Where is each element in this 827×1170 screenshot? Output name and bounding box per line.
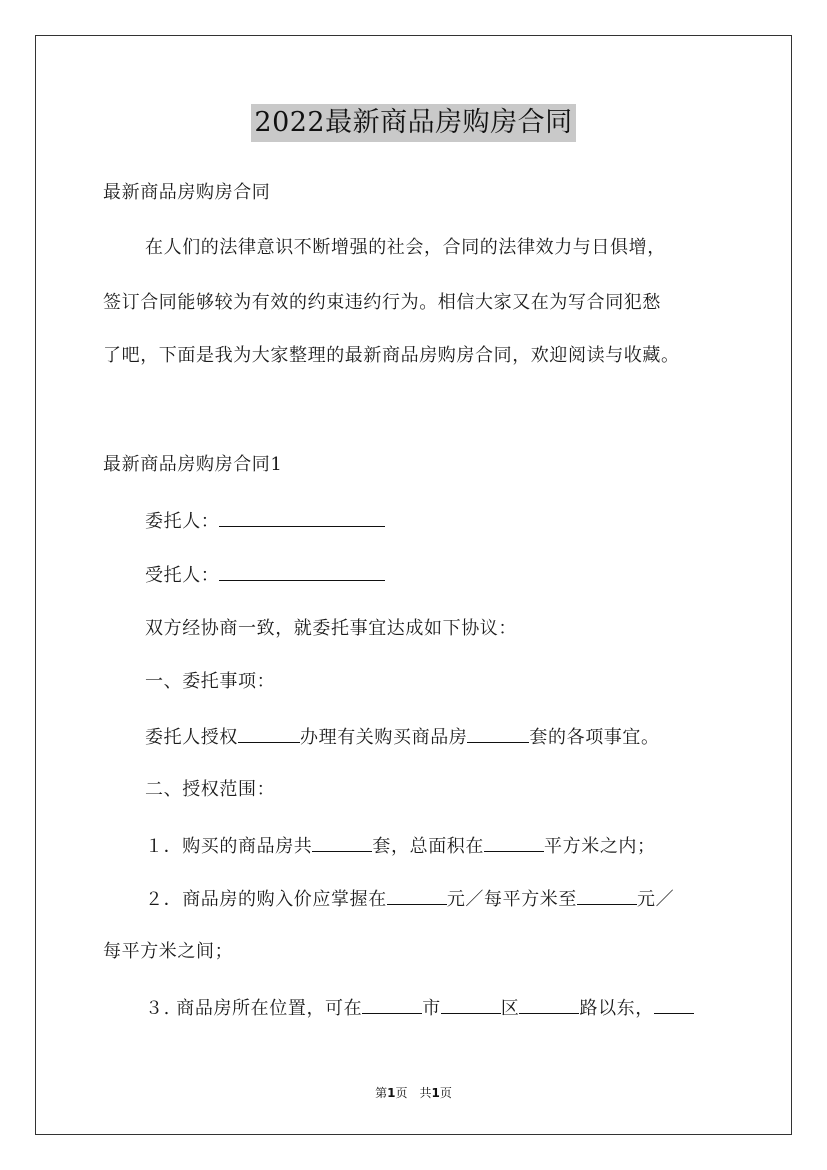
title-container: [0, 104, 827, 142]
agreement-line: 双方经协商一致，就委托事宜达成如下协议：: [145, 618, 517, 639]
page-footer: [0, 1084, 827, 1101]
item-1-blank-b: [467, 724, 529, 743]
footer-page-number: 1: [387, 1086, 396, 1100]
range-item-3: [145, 995, 694, 1021]
range-3-blank-c: [519, 995, 579, 1014]
range-3-text-b: 市: [422, 998, 441, 1019]
footer-middle: 页 共: [395, 1086, 432, 1100]
footer-total-pages: 1: [431, 1086, 440, 1100]
range-3-text-a: ３. 商品房所在位置，可在: [145, 998, 363, 1019]
range-2-text-c: 元／: [637, 889, 675, 910]
range-3-text-d: 路以东，: [579, 998, 654, 1019]
heading-contract-1: 最新商品房购房合同1: [103, 454, 283, 475]
range-3-blank-a: [362, 995, 422, 1014]
intro-paragraph-line-3: 了吧，下面是我为大家整理的最新商品房购房合同，欢迎阅读与收藏。: [103, 345, 680, 366]
section-2-heading: 二、授权范围：: [145, 779, 276, 800]
range-1-text-b: 套，总面积在: [372, 836, 485, 857]
document-title: 2022最新商品房购房合同: [251, 104, 575, 142]
range-1-text-c: 平方米之内；: [544, 836, 656, 857]
item-1-text-c: 套的各项事宜。: [529, 727, 660, 748]
intro-paragraph-line-1: 在人们的法律意识不断增强的社会，合同的法律效力与日俱增，: [145, 237, 666, 258]
item-1-line: [145, 724, 660, 750]
principal-label: 委托人：: [145, 511, 220, 532]
range-1-text-a: １．购买的商品房共: [145, 836, 313, 857]
section-1-heading: 一、委托事项：: [145, 671, 276, 692]
item-1-text-a: 委托人授权: [145, 727, 238, 748]
agent-line: [145, 562, 385, 588]
agent-label: 受托人：: [145, 565, 220, 586]
principal-line: [145, 508, 385, 534]
footer-suffix: 页: [439, 1086, 452, 1100]
agent-blank: [219, 562, 385, 581]
range-1-blank-b: [484, 833, 544, 852]
range-2-text-b: 元／每平方米至: [446, 889, 578, 910]
range-2-blank-a: [387, 886, 447, 905]
footer-prefix: 第: [375, 1086, 388, 1100]
range-3-blank-d: [654, 995, 694, 1014]
range-3-text-c: 区: [500, 998, 520, 1019]
heading-main: 最新商品房购房合同: [103, 182, 271, 203]
principal-blank: [219, 508, 385, 527]
range-1-blank-a: [312, 833, 372, 852]
range-item-2-continued: 每平方米之间；: [103, 941, 234, 962]
range-item-2: [145, 886, 674, 912]
range-2-text-a: ２．商品房的购入价应掌握在: [145, 889, 387, 910]
item-1-blank-a: [238, 724, 300, 743]
intro-paragraph-line-2: 签订合同能够较为有效的约束违约行为。相信大家又在为写合同犯愁: [103, 292, 661, 313]
range-3-blank-b: [441, 995, 501, 1014]
item-1-text-b: 办理有关购买商品房: [300, 727, 468, 748]
range-2-blank-b: [577, 886, 637, 905]
range-item-1: [145, 833, 656, 859]
